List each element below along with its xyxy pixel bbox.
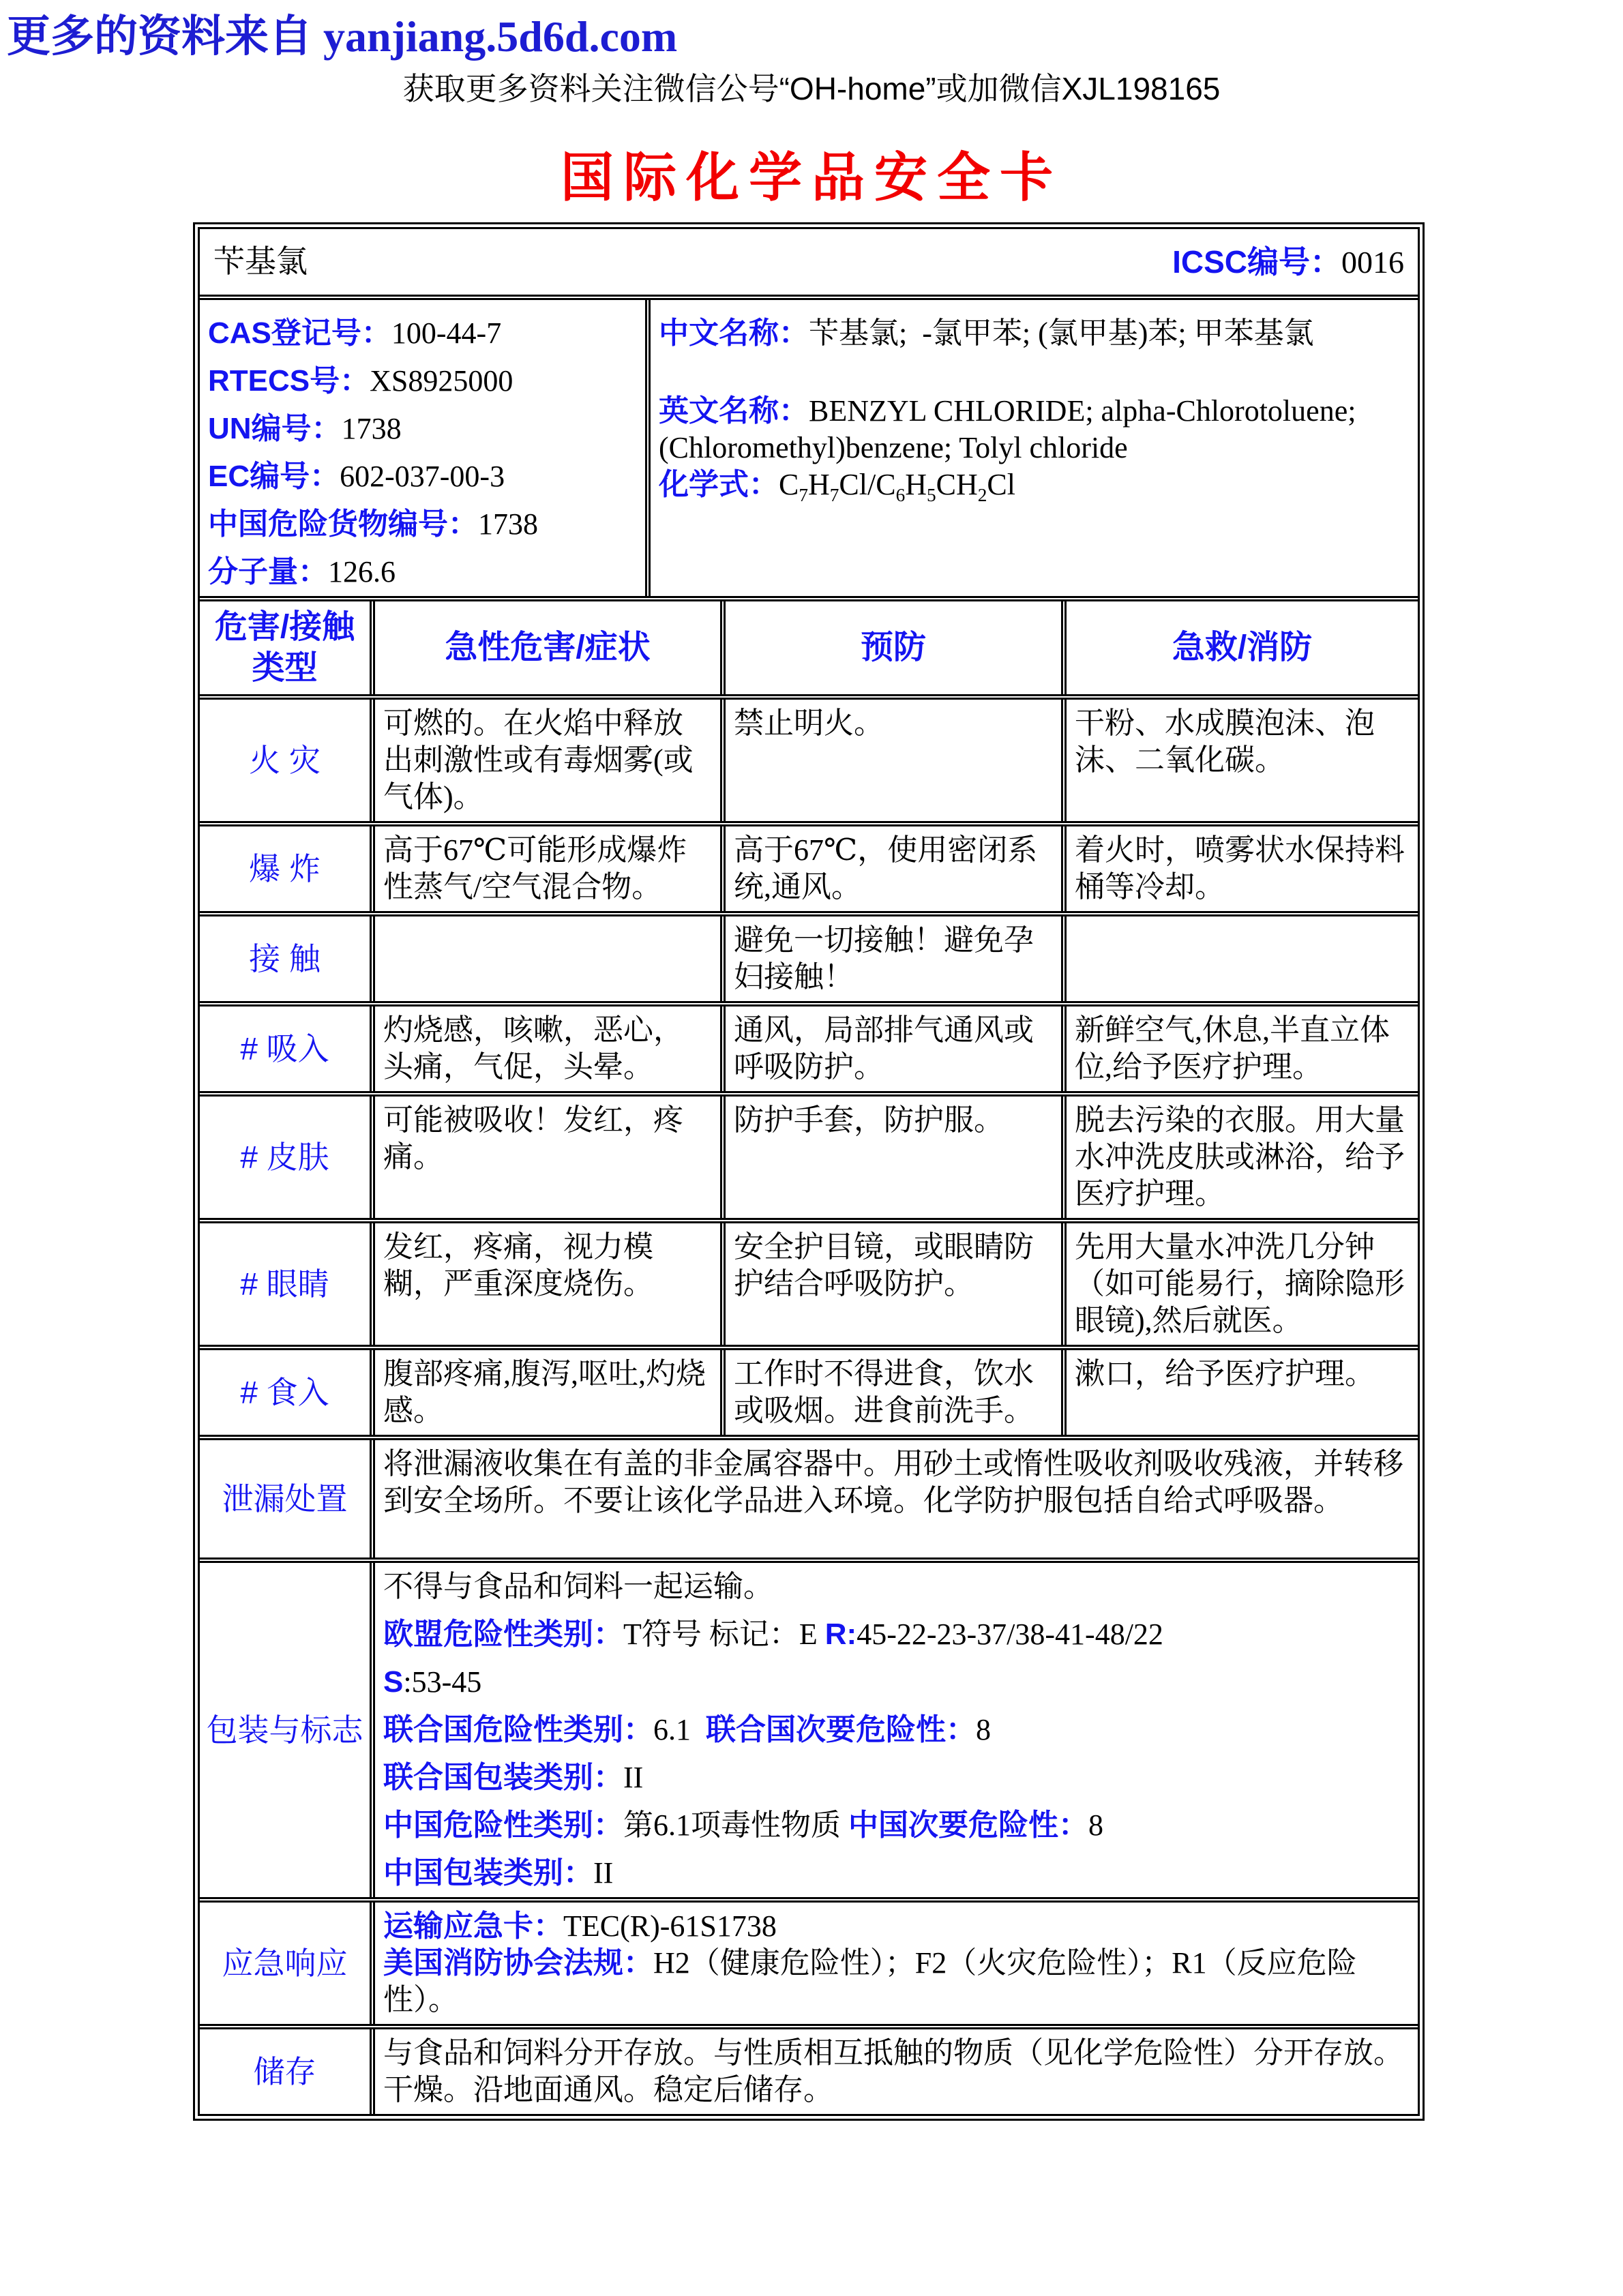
section-label-storage: 储存 [200,2029,375,2114]
ec-number-line: EC编号：602-037-00-3 [208,460,505,493]
col-header-hazard-type: 危害/接触类型 [200,601,375,694]
skin-firstaid: 脱去污染的衣服。用大量水冲洗皮肤或淋浴，给予医疗护理。 [1075,1103,1405,1210]
un-hazard-class-line: 联合国危险性类别：6.1 联合国次要危险性：8 [383,1713,991,1746]
icsc-card [193,222,1425,2121]
page-title: 国际化学品安全卡 [560,148,1062,207]
icsc-number-label: ICSC编号： [1172,243,1341,280]
contact-firstaid [1067,916,1418,1001]
packaging-labelling-text [375,1563,1418,1897]
row-skin [200,1097,1418,1223]
emergency-response-text [375,1903,1418,2024]
storage-text: 与食品和饲料分开存放。与性质相互抵触的物质（见化学危险性）分开存放。干燥。沿地面通风。稳定后储存。 [383,2036,1403,2106]
contact-prevention: 避免一切接触！避免孕妇接触！ [726,916,1067,1001]
row-emergency-response [200,1903,1418,2029]
row-fire [200,700,1418,826]
chemical-name-cn: 苄基氯 [213,244,308,279]
nfpa-line: 美国消防协会法规：H2（健康危险性）；F2（火灾危险性）；R1（反应危险性）。 [383,1946,1357,2016]
ingestion-prevention: 工作时不得进食，饮水或吸烟。进食前洗手。 [726,1350,1067,1435]
inhalation-firstaid: 新鲜空气,休息,半直立体位,给予医疗护理。 [1075,1013,1390,1084]
contact-symptoms [375,916,726,1001]
eyes-symptoms: 发红，疼痛，视力模糊，严重深度烧伤。 [375,1223,726,1345]
section-label-emergency: 应急响应 [200,1903,375,2024]
col-header-symptoms: 急性危害/症状 [375,601,726,694]
fire-symptoms: 可燃的。在火焰中释放出刺激性或有毒烟雾(或气体)。 [375,700,726,821]
fire-prevention: 禁止明火。 [726,700,1067,821]
chemical-formula-line: 化学式：$C_7H_7Cl/C_6H_5CH_2Cl$ [659,468,1015,505]
explosion-firstaid: 着火时，喷雾状水保持料桶等冷却。 [1075,833,1405,904]
un-number-line: UN编号：1738 [208,412,402,445]
inhalation-symptoms: 灼烧感，咳嗽，恶心，头痛，气促，头晕。 [375,1007,726,1091]
un-packing-group-line: 联合国包装类别：II [383,1761,644,1794]
cas-number-line: CAS登记号：100-44-7 [208,316,502,350]
rtecs-number-line: RTECS号：XS8925000 [208,364,513,398]
eyes-prevention: 安全护目镜，或眼睛防护结合呼吸防护。 [726,1223,1067,1345]
china-dg-number-line: 中国危险货物编号：1738 [208,507,538,541]
card-title-cell [200,229,1418,295]
spill-disposal-text: 将泄漏液收集在有盖的非金属容器中。用砂土或惰性吸收剂吸收残液，并转移到安全场所。不要让该化学品进入环境。化学防护服包括自给式呼吸器。 [383,1447,1403,1517]
hazard-type-contact: 接 触 [200,916,375,1001]
hazard-type-eyes: # 眼睛 [200,1223,375,1345]
table-header-row [200,601,1418,700]
row-explosion [200,826,1418,916]
explosion-prevention: 高于67℃，使用密闭系统,通风。 [726,826,1067,911]
row-storage [200,2029,1418,2114]
hazard-type-inhalation: # 吸入 [200,1007,375,1091]
hazard-type-ingestion: # 食入 [200,1350,375,1435]
china-packing-group-line: 中国包装类别：II [383,1856,614,1890]
row-inhalation [200,1007,1418,1097]
ingestion-firstaid: 漱口，给予医疗护理。 [1075,1357,1375,1390]
s-phrases-line: S:53-45 [383,1665,482,1699]
eu-hazard-class-line: 欧盟危险性类别：T符号 标记：E R:45-22-23-37/38-41-48/22 [383,1617,1163,1651]
row-contact [200,916,1418,1007]
skin-prevention: 防护手套，防护服。 [726,1097,1067,1218]
tec-card-line: 运输应急卡：TEC(R)-61S1738 [383,1909,777,1943]
icsc-number-value: 0016 [1341,244,1404,280]
row-ingestion [200,1350,1418,1440]
row-packaging-labelling [200,1563,1418,1903]
chemical-formula: $C_7H_7Cl/C_6H_5CH_2Cl$ [779,468,1015,505]
hazard-type-skin: # 皮肤 [200,1097,375,1218]
name-list [651,300,1418,596]
transport-restriction-line: 不得与食品和饲料一起运输。 [383,1570,773,1603]
section-label-packaging: 包装与标志 [200,1563,375,1897]
explosion-symptoms: 高于67℃可能形成爆炸性蒸气/空气混合物。 [375,826,726,911]
ingestion-symptoms: 腹部疼痛,腹泻,呕吐,灼烧感。 [375,1350,726,1435]
row-eyes [200,1223,1418,1350]
col-header-prevention: 预防 [726,601,1067,694]
hazard-type-explosion: 爆 炸 [200,826,375,911]
wechat-note-text: 获取更多资料关注微信公号“OH-home”或加微信XJL198165 [402,71,1221,106]
icsc-number-group [1172,243,1404,281]
identifier-list [200,300,651,596]
promo-banner-text: 更多的资料来自 yanjiang.5d6d.com [7,12,678,61]
skin-symptoms: 可能被吸收！发红，疼痛。 [375,1097,726,1218]
chinese-names-line: 中文名称：苄基氯; -氯甲苯; (氯甲基)苯; 甲苯基氯 [659,316,1314,350]
eyes-firstaid: 先用大量水冲洗几分钟（如可能易行，摘除隐形眼镜),然后就医。 [1075,1230,1405,1337]
col-header-firstaid: 急救/消防 [1172,629,1313,666]
english-names-line: 英文名称：BENZYL CHLORIDE; alpha-Chlorotoluene; (Chloromethyl)benzene; Tolyl chloride [659,394,1364,464]
section-label-spill: 泄漏处置 [200,1440,375,1557]
card-title-row [200,229,1418,300]
molecular-weight-line: 分子量：126.6 [208,555,396,588]
identifier-row [200,300,1418,601]
fire-firstaid: 干粉、水成膜泡沫、泡沫、二氧化碳。 [1075,706,1375,777]
china-hazard-class-line: 中国危险性类别：第6.1项毒性物质 中国次要危险性：8 [383,1808,1103,1842]
hazard-type-fire: 火 灾 [200,700,375,821]
inhalation-prevention: 通风，局部排气通风或呼吸防护。 [726,1007,1067,1091]
row-spill-disposal [200,1440,1418,1563]
